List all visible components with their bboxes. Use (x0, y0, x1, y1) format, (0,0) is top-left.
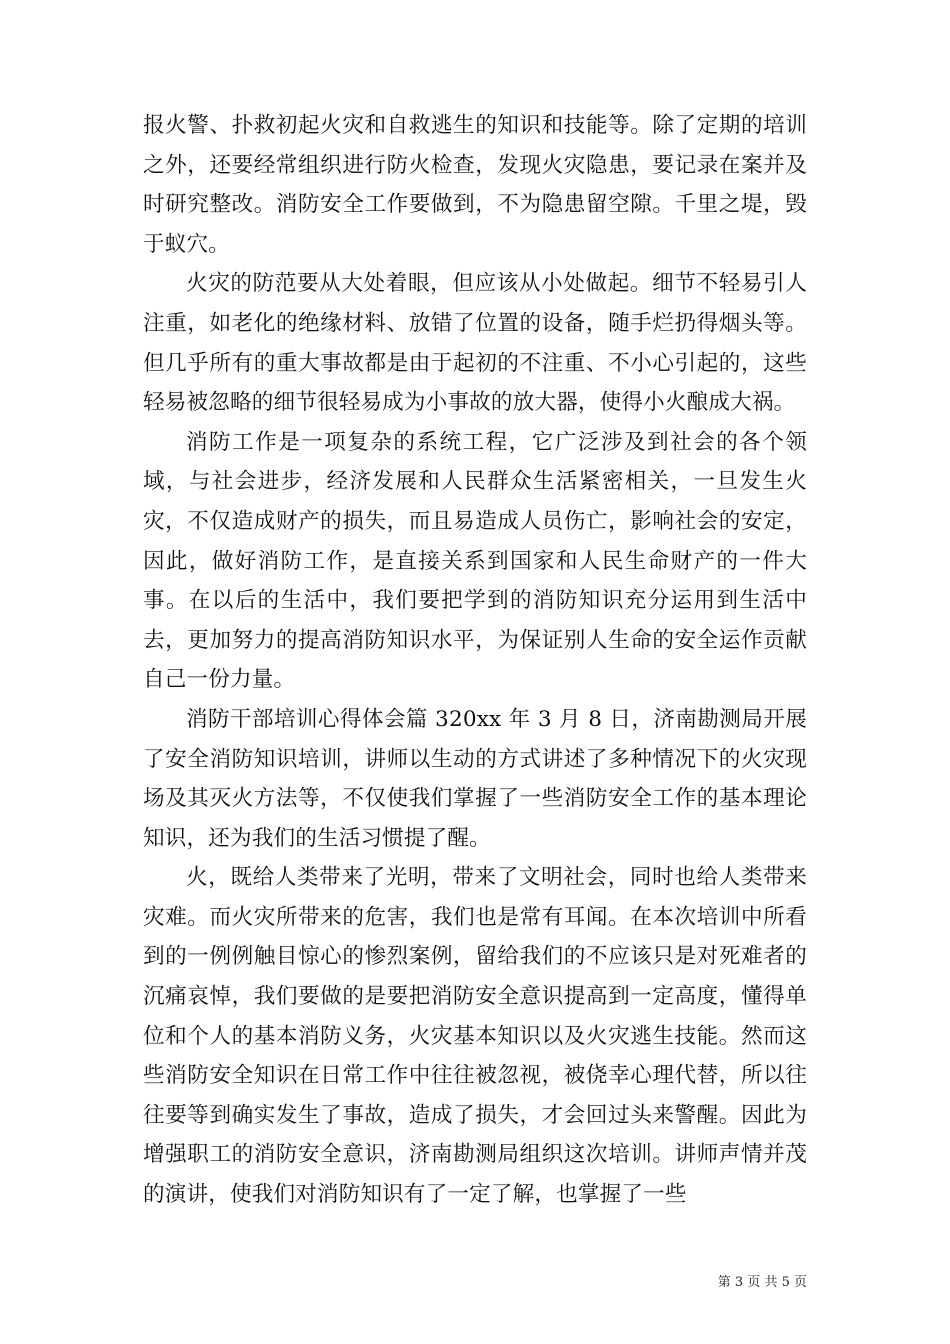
page-number: 第 3 页 共 5 页 (717, 1275, 807, 1290)
document-body (143, 106, 807, 1215)
paragraph-2: 火灾的防范要从大处着眼，但应该从小处做起。细节不轻易引人注重，如老化的绝缘材料、放错了位置的设备，随手烂扔得烟头等。但几乎所有的重大事故都是由于起初的不注重、不小心引起的，这些轻易被忽略的细节很轻易成为小事故的放大器，使得小火酿成大祸。 (143, 271, 807, 416)
paragraph-5: 火，既给人类带来了光明，带来了文明社会，同时也给人类带来灾难。而火灾所带来的危害，我们也是常有耳闻。在本次培训中所看到的一例例触目惊心的惨烈案例，留给我们的不应该只是对死难者的沉痛哀悼，我们要做的是要把消防安全意识提高到一定高度，懂得单位和个人的基本消防义务，火灾基本知识以及火灾逃生技能。然而这些消防安全知识在日常工作中往往被忽视，被侥幸心理代替，所以往往要等到确实发生了事故，造成了损失，才会回过头来警醒。因此为增强职工的消防安全意识，济南勘测局组织这次培训。讲师声情并茂的演讲，使我们对消防知识有了一定了解，也掌握了一些 (143, 865, 807, 1208)
paragraph-4: 消防干部培训心得体会篇 320xx 年 3 月 8 日，济南勘测局开展了安全消防知识培训，讲师以生动的方式讲述了多种情况下的火灾现场及其灭火方法等，不仅使我们掌握了一些消防安全工作的基本理论知识，还为我们的生活习惯提了醒。 (143, 706, 807, 851)
paragraph-1: 报火警、扑救初起火灾和自救逃生的知识和技能等。除了定期的培训之外，还要经常组织进行防火检查，发现火灾隐患，要记录在案并及时研究整改。消防安全工作要做到，不为隐患留空隙。千里之堤，毁于蚁穴。 (143, 113, 807, 257)
paragraph-3: 消防工作是一项复杂的系统工程，它广泛涉及到社会的各个领域，与社会进步，经济发展和人民群众生活紧密相关，一旦发生火灾，不仅造成财产的损失，而且易造成人员伤亡，影响社会的安定，因此，做好消防工作，是直接关系到国家和人民生命财产的一件大事。在以后的生活中，我们要把学到的消防知识充分运用到生活中去，更加努力的提高消防知识水平，为保证别人生命的安全运作贡献自己一份力量。 (143, 429, 807, 693)
